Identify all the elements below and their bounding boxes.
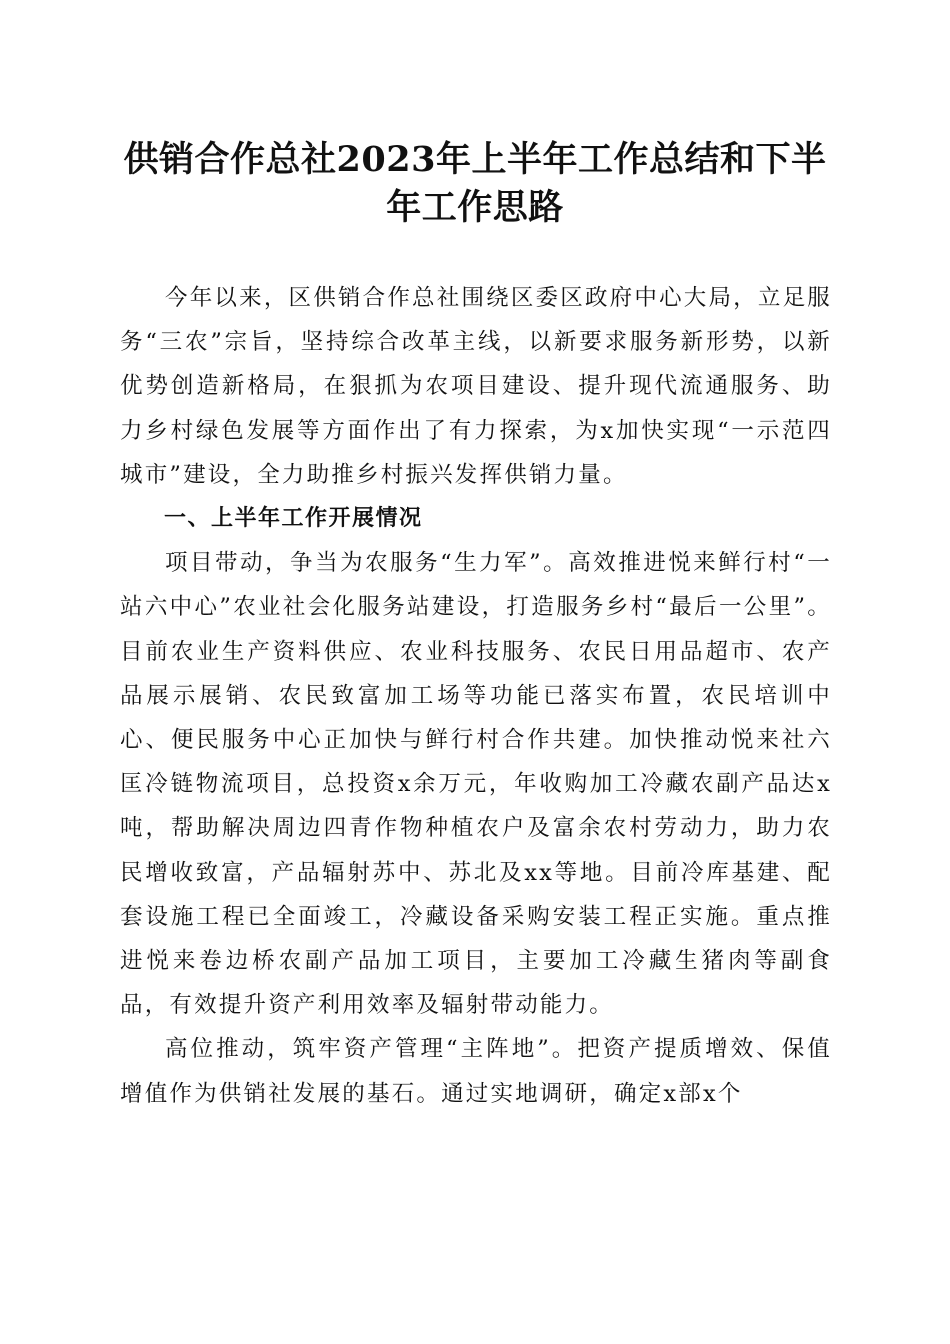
document-body	[120, 276, 832, 1116]
body-paragraph: 项目带动，争当为农服务“生力军”。高效推进悦来鲜行村“一站六中心”农业社会化服务站建设，打造服务乡村“最后一公里”。目前农业生产资料供应、农业科技服务、农民日用品超市、农产品展示展销、农民致富加工场等功能已落实布置，农民培训中心、便民服务中心正加快与鲜行村合作共建。加快推动悦来社六匡冷链物流项目，总投资x余万元，年收购加工冷藏农副产品达x吨，帮助解决周边四青作物种植农户及富余农村劳动力，助力农民增收致富，产品辐射苏中、苏北及xx等地。目前冷库基建、配套设施工程已全面竣工，冷藏设备采购安装工程正实施。重点推进悦来卷边桥农副产品加工项目，主要加工冷藏生猪肉等副食品，有效提升资产利用效率及辐射带动能力。	[120, 550, 832, 1019]
document-title: 供销合作总社2023年上半年工作总结和下半年工作思路	[123, 139, 827, 228]
body-paragraph: 高位推动，筑牢资产管理“主阵地”。把资产提质增效、保值增值作为供销社发展的基石。通过实地调研，确定x部x个	[120, 1036, 832, 1107]
section-heading: 一、上半年工作开展情况	[164, 506, 423, 532]
intro-paragraph: 今年以来，区供销合作总社围绕区委区政府中心大局，立足服务“三农”宗旨，坚持综合改革主线，以新要求服务新形势，以新优势创造新格局，在狠抓为农项目建设、提升现代流通服务、助力乡村绿色发展等方面作出了有力探索，为x加快实现“一示范四城市”建设，全力助推乡村振兴发挥供销力量。	[120, 285, 832, 488]
